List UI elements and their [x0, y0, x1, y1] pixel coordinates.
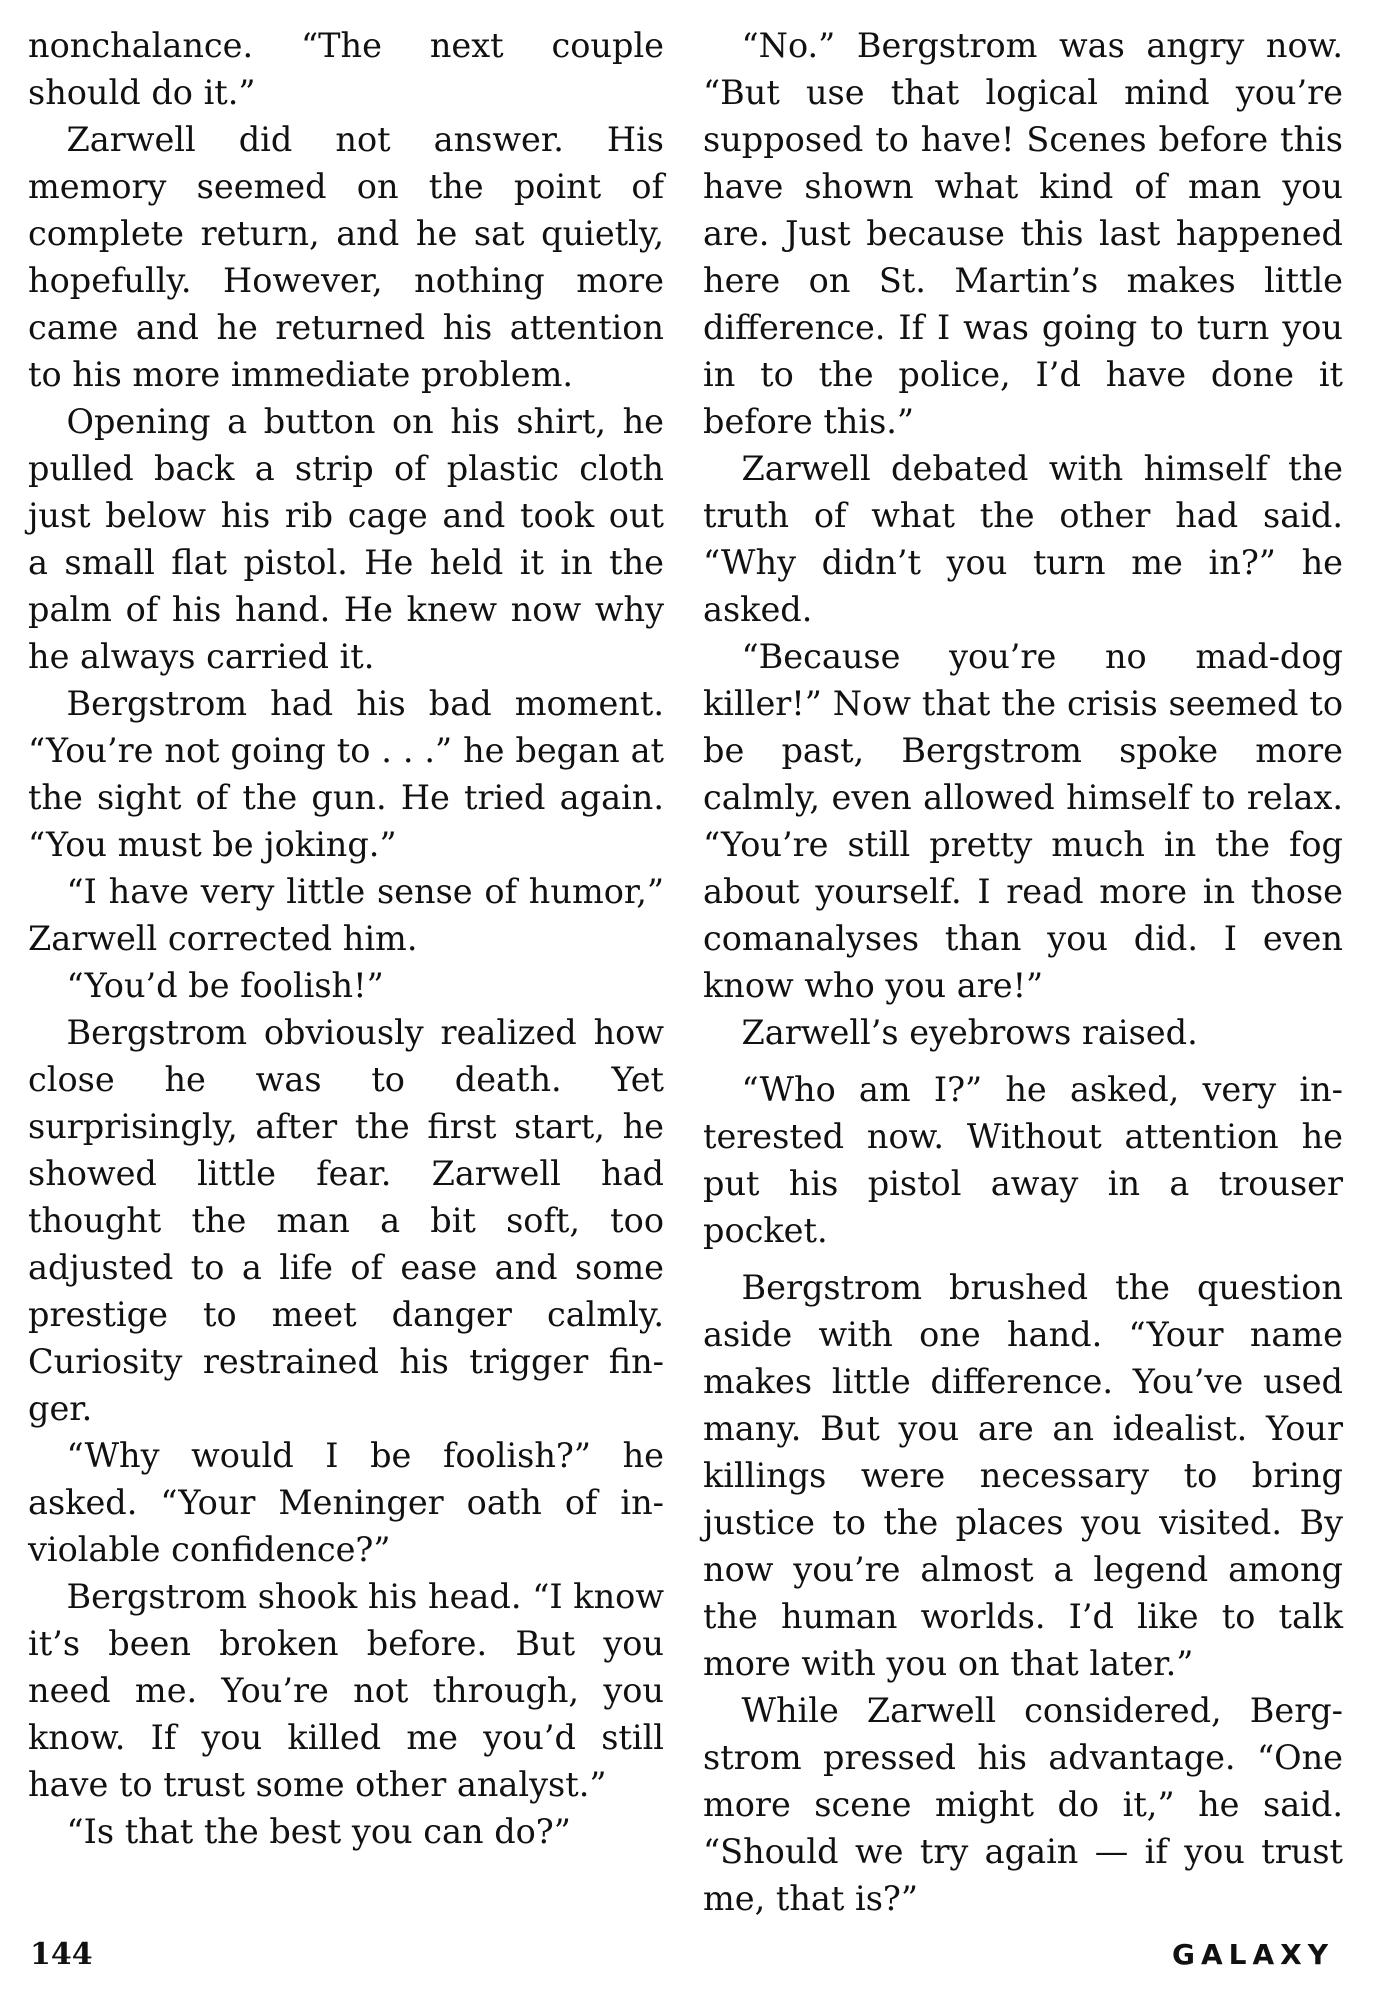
- paragraph: “Because you’re no mad-dog killer!” Now that the crisis seemed to be past, Bergstrom spoke more calmly, even allowed himself to relax. “You’re still pretty much in the fog about yourself. I read more in those comanalyses than you did. I even know who you are!”: [703, 637, 1343, 1005]
- paragraph: Zarwell did not answer. His memory seemed on the point of complete return, and he sat quietly, hopefully. However, nothing more came and he returned his attention to his more immediate problem.: [28, 120, 664, 394]
- right-text-column: [703, 22, 1343, 1922]
- paragraph: Opening a button on his shirt, he pulled back a strip of plastic cloth just below his rib cage and took out a small flat pistol. He held it in the palm of his hand. He knew now why he always carried it.: [28, 402, 664, 676]
- paragraph: Zarwell’s eyebrows raised.: [741, 1013, 1198, 1052]
- paragraph: “I have very little sense of humor,” Zarwell corrected him.: [28, 872, 664, 958]
- paragraph: Bergstrom obviously realized how close he was to death. Yet surprisingly, after the first start, he showed little fear. Zarwell had thought the man a bit soft, too adjusted to a life of ease and some prestige to meet danger calmly. Curiosity restrained his trigger finger.: [28, 1013, 664, 1428]
- magazine-title: GALAXY: [1171, 1938, 1334, 1971]
- paragraph: Bergstrom shook his head. “I know it’s been broken before. But you need me. You’re not through, you know. If you killed me you’d still have to trust some other analyst.”: [28, 1577, 664, 1804]
- paragraph: Bergstrom had his bad moment. “You’re not going to . . .” he began at the sight of the gun. He tried again. “You must be joking.”: [28, 684, 664, 864]
- left-text-column: [28, 22, 664, 1855]
- paragraph: “Is that the best you can do?”: [66, 1812, 571, 1851]
- paragraph: “Why would I be foolish?” he asked. “Your Meninger oath of inviolable confidence?”: [28, 1436, 664, 1569]
- paragraph: Bergstrom brushed the question aside with one hand. “Your name makes little difference. You’ve used many. But you are an idealist. Your killings were necessary to bring justice to the places you visited. By now you’re almost a legend among the human worlds. I’d like to talk more with you on that later.”: [703, 1268, 1343, 1683]
- page-number: 144: [30, 1937, 93, 1972]
- paragraph: “No.” Bergstrom was angry now. “But use that logical mind you’re supposed to have! Scenes before this have shown what kind of man you are. Just because this last happened here on St. Martin’s makes little difference. If I was going to turn you in to the police, I’d have done it before this.”: [703, 26, 1343, 441]
- paragraph: While Zarwell considered, Bergstrom pressed his advantage. “One more scene might do it,” he said. “Should we try again — if you trust me, that is?”: [703, 1691, 1343, 1918]
- paragraph: Zarwell debated with himself the truth of what the other had said. “Why didn’t you turn me in?” he asked.: [703, 449, 1343, 629]
- paragraph: nonchalance. “The next couple should do it.”: [28, 26, 664, 112]
- paragraph: “Who am I?” he asked, very interested now. Without attention he put his pistol away in a trouser pocket.: [703, 1070, 1343, 1250]
- paragraph: “You’d be foolish!”: [66, 966, 384, 1005]
